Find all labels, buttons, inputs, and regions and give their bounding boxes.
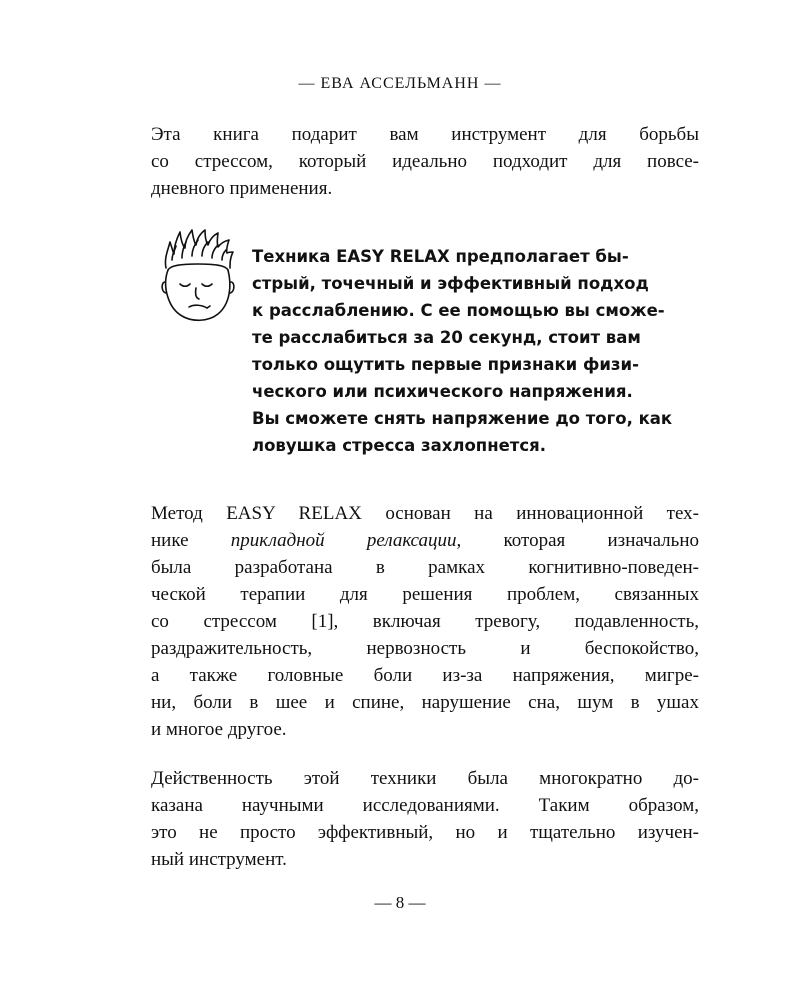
- callout-line: только ощутить первые признаки физи-: [252, 355, 639, 374]
- callout-line: стрый, точечный и эффективный подход: [252, 274, 649, 293]
- text-line: со стрессом, который идеально подходит для повсе-: [151, 151, 699, 172]
- text-line: а также головные боли из-за напряжения, мигре-: [151, 665, 699, 686]
- intro-paragraph: [151, 121, 699, 202]
- text-line: Эта книга подарит вам инструмент для борьбы: [151, 124, 699, 145]
- text-line: Метод EASY RELAX основан на инновационной тех-: [151, 503, 699, 524]
- callout-line: ческого или психического напряжения.: [252, 382, 633, 401]
- text-fragment: нике: [151, 530, 231, 551]
- text-line: [151, 527, 699, 554]
- text-line: и многое другое.: [151, 719, 287, 740]
- text-line: Действенность этой техники была многократно до-: [151, 768, 699, 789]
- text-line: это не просто эффективный, но и тщательно изучен-: [151, 822, 699, 843]
- text-line: ни, боли в шее и спине, нарушение сна, шум в ушах: [151, 692, 699, 713]
- method-paragraph: [151, 500, 699, 743]
- callout-line: к расслаблению. С ее помощью вы сможе-: [252, 301, 665, 320]
- text-line: дневного применения.: [151, 178, 333, 199]
- page-number: — 8 —: [374, 893, 426, 912]
- text-line: казана научными исследованиями. Таким образом,: [151, 795, 699, 816]
- text-line: со стрессом [1], включая тревогу, подавленность,: [151, 611, 699, 632]
- evidence-paragraph: [151, 765, 699, 873]
- text-line: ческой терапии для решения проблем, связанных: [151, 584, 699, 605]
- callout-line: Техника EASY RELAX предполагает бы-: [252, 247, 629, 266]
- text-line: ный инструмент.: [151, 849, 287, 870]
- italic-term: прикладной релаксации: [230, 530, 457, 551]
- running-head: — ЕВА АССЕЛЬМАНН —: [298, 75, 502, 92]
- callout-line: ловушка стресса захлопнется.: [252, 436, 546, 455]
- callout-line: Вы сможете снять напряжение до того, как: [252, 409, 673, 428]
- text-fragment: , которая изначально: [456, 530, 699, 551]
- callout-line: те расслабиться за 20 секунд, стоит вам: [252, 328, 641, 347]
- callout-box: [252, 243, 704, 459]
- text-line: раздражительность, нервозность и беспокойство,: [151, 638, 699, 659]
- text-line: была разработана в рамках когнитивно-поведен-: [151, 557, 699, 578]
- stressed-head-with-flames-icon: [158, 228, 238, 328]
